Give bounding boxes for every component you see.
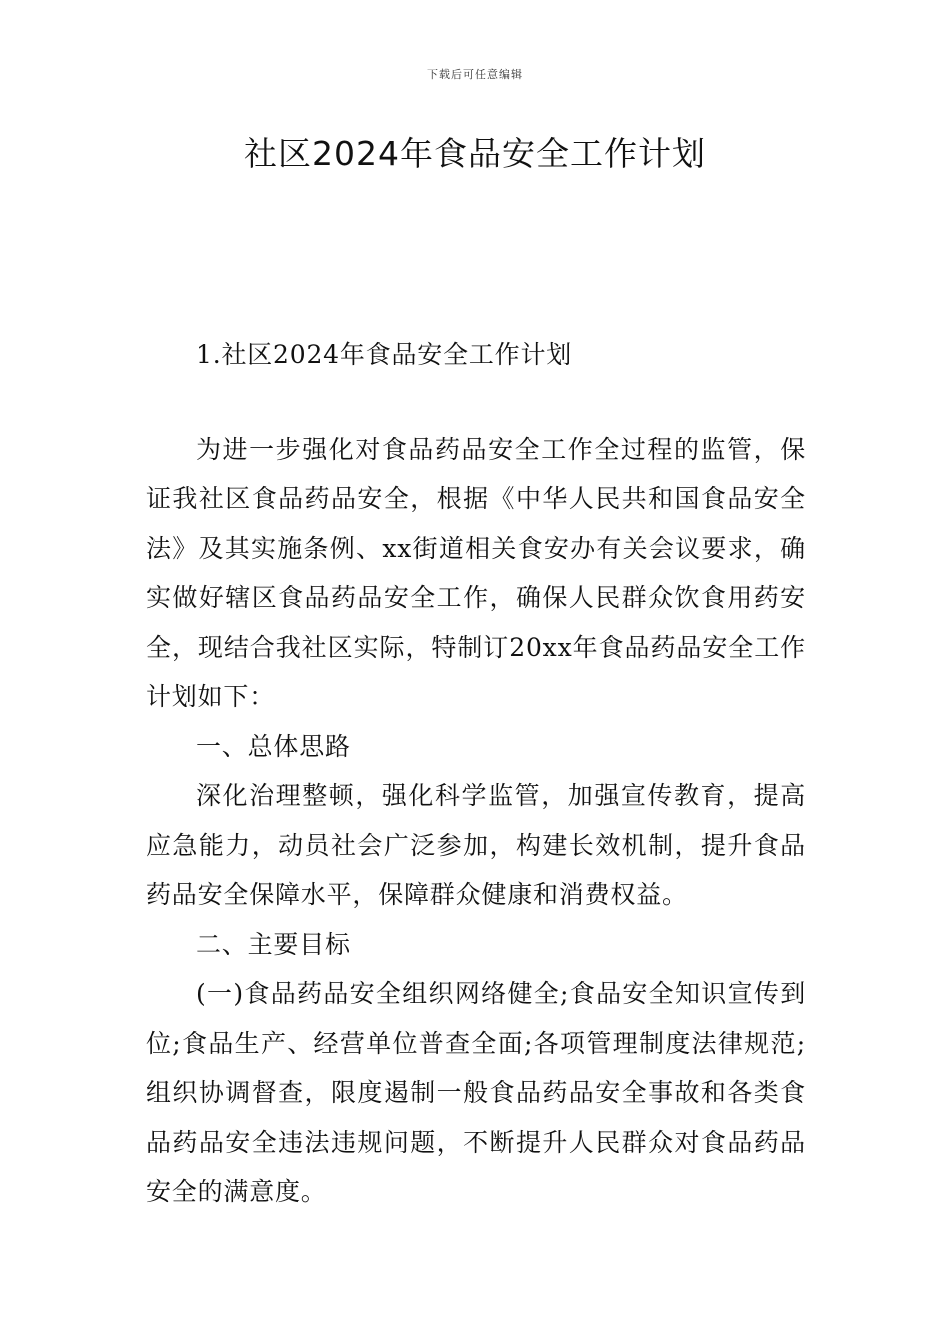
intro-paragraph: 为进一步强化对食品药品安全工作全过程的监管，保证我社区食品药品安全，根据《中华人民共和国食品安全法》及其实施条例、xx街道相关食安办有关会议要求，确实做好辖区食品药品安全工作，确保人民群众饮食用药安全，现结合我社区实际，特制订20xx年食品药品安全工作计划如下： xyxy=(146,434,806,711)
main-goals-paragraph: (一)食品药品安全组织网络健全;食品安全知识宣传到位;食品生产、经营单位普查全面;各项管理制度法律规范;组织协调督查，限度遏制一般食品药品安全事故和各类食品药品安全违法违规问题，不断提升人民群众对食品药品安全的满意度。 xyxy=(146,979,806,1206)
document-body xyxy=(146,330,806,1217)
overall-approach-paragraph: 深化治理整顿，强化科学监管，加强宣传教育，提高应急能力，动员社会广泛参加，构建长效机制，提升食品药品安全保障水平，保障群众健康和消费权益。 xyxy=(146,781,806,909)
section-heading: 1.社区2024年食品安全工作计划 xyxy=(196,340,573,369)
document-title: 社区2024年食品安全工作计划 xyxy=(244,134,706,173)
heading-overall-approach: 一、总体思路 xyxy=(196,731,351,761)
header-note: 下载后可任意编辑 xyxy=(427,68,523,81)
heading-main-goals: 二、主要目标 xyxy=(196,929,351,959)
